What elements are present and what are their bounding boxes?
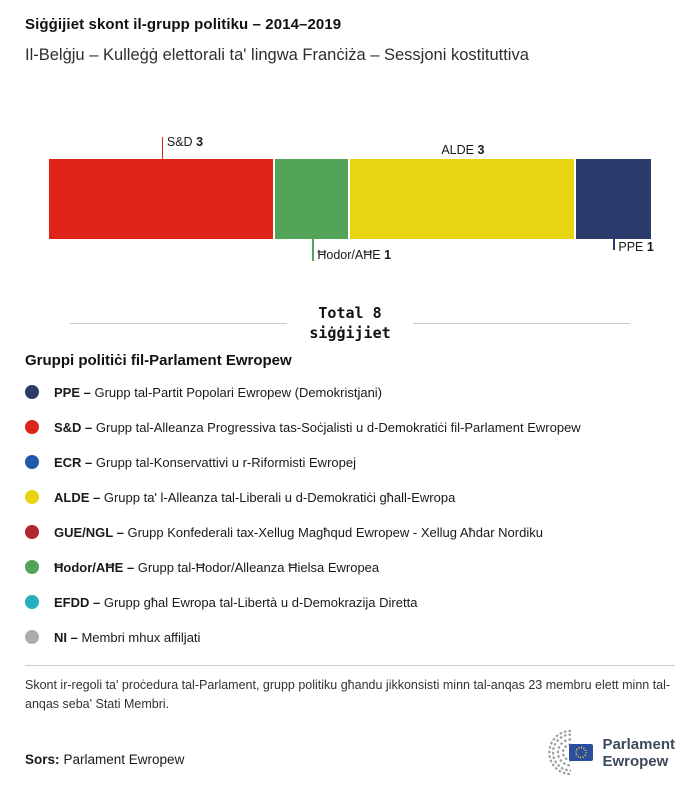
- bar-label-text: Ħodor/AĦE 1: [317, 248, 392, 262]
- legend-dot: [25, 385, 39, 399]
- legend-dot: [25, 630, 39, 644]
- legend-label: S&D – Grupp tal-Alleanza Progressiva tas-Soċjalisti u d-Demokratiċi fil-Parlament Ewropew: [54, 419, 581, 435]
- legend-item-ppe: [25, 385, 675, 400]
- legend-dot: [25, 490, 39, 504]
- legend-heading: Gruppi politiċi fil-Parlament Ewropew: [25, 351, 292, 369]
- footnote: Skont ir-regoli ta' proċedura tal-Parlament, grupp politiku għandu jikkonsisti minn tal-anqas 23 membru elett minn tal-anqas seba' Stati Membri.: [25, 677, 671, 711]
- legend-label: ECR – Grupp tal-Konservattivi u r-Riformisti Ewropej: [54, 454, 356, 470]
- legend-item-gue-ngl: [25, 525, 675, 540]
- eu-flag: [569, 744, 593, 761]
- legend-list: [25, 385, 675, 645]
- total-label: [287, 303, 412, 344]
- ep-logo-text-line1: Parlament: [602, 735, 675, 753]
- page-title: Siġġijiet skont il-grupp politiku – 2014–2019: [25, 16, 342, 33]
- bar-segment-alde: [350, 159, 576, 239]
- ep-logo-text-line2: Ewropew: [602, 752, 669, 770]
- legend-dot: [25, 455, 39, 469]
- marker-line: [312, 239, 314, 261]
- bar-segment-sd: [49, 159, 275, 239]
- source-value: Parlament Ewropew: [63, 752, 185, 768]
- legend-label: EFDD – Grupp għal Ewropa tal-Libertà u d-Demokrazija Diretta: [54, 594, 418, 610]
- bar-label-text: ALDE 3: [441, 143, 485, 157]
- total-seats: [70, 303, 630, 344]
- legend-label: GUE/NGL – Grupp Konfederali tax-Xellug Magħqud Ewropew - Xellug Aħdar Nordiku: [54, 524, 543, 540]
- ep-logo-icon: [529, 730, 595, 775]
- legend-label: NI – Membri mhux affiljati: [54, 629, 201, 645]
- legend-dot: [25, 560, 39, 574]
- source: [25, 752, 184, 767]
- footer: [25, 730, 675, 775]
- marker-line: [162, 137, 164, 159]
- page-subtitle: Il-Belġju – Kulleġġ elettorali ta' lingwa Franċiża – Sessjoni kostituttiva: [25, 46, 529, 64]
- total-label-line1: Total 8: [318, 304, 382, 322]
- legend-dot: [25, 525, 39, 539]
- legend-item-ni: [25, 630, 675, 645]
- legend-dot: [25, 420, 39, 434]
- stacked-bar: [49, 159, 651, 239]
- hemicycle-arcs: [550, 731, 572, 774]
- bar-segment-ppe: [576, 159, 651, 239]
- total-rule-left: [70, 323, 287, 324]
- ep-logo-text: [602, 736, 675, 771]
- divider: [25, 665, 675, 666]
- legend-label: PPE – Grupp tal-Partit Popolari Ewropew (Demokristjani): [54, 384, 383, 400]
- legend-label: Ħodor/AĦE – Grupp tal-Ħodor/Alleanza Ħielsa Ewropea: [54, 559, 380, 575]
- ep-logo: [529, 730, 675, 775]
- bar-label-text: PPE 1: [618, 240, 654, 254]
- legend-item-efdd: [25, 595, 675, 610]
- legend-label: ALDE – Grupp ta' l-Alleanza tal-Liberali u d-Demokratiċi għall-Ewropa: [54, 489, 456, 505]
- source-label: Sors:: [25, 752, 60, 768]
- bar-segment-hodor-ahe: [275, 159, 350, 239]
- legend-item-hodor-ahe: [25, 560, 675, 575]
- total-rule-right: [413, 323, 630, 324]
- seats-chart: [49, 135, 654, 269]
- total-label-line2: siġġijiet: [309, 324, 391, 343]
- legend-dot: [25, 595, 39, 609]
- legend-item-ecr: [25, 455, 675, 470]
- bar-label-text: S&D 3: [166, 135, 204, 149]
- legend-item-sd: [25, 420, 675, 435]
- marker-line: [613, 239, 615, 250]
- legend-item-alde: [25, 490, 675, 505]
